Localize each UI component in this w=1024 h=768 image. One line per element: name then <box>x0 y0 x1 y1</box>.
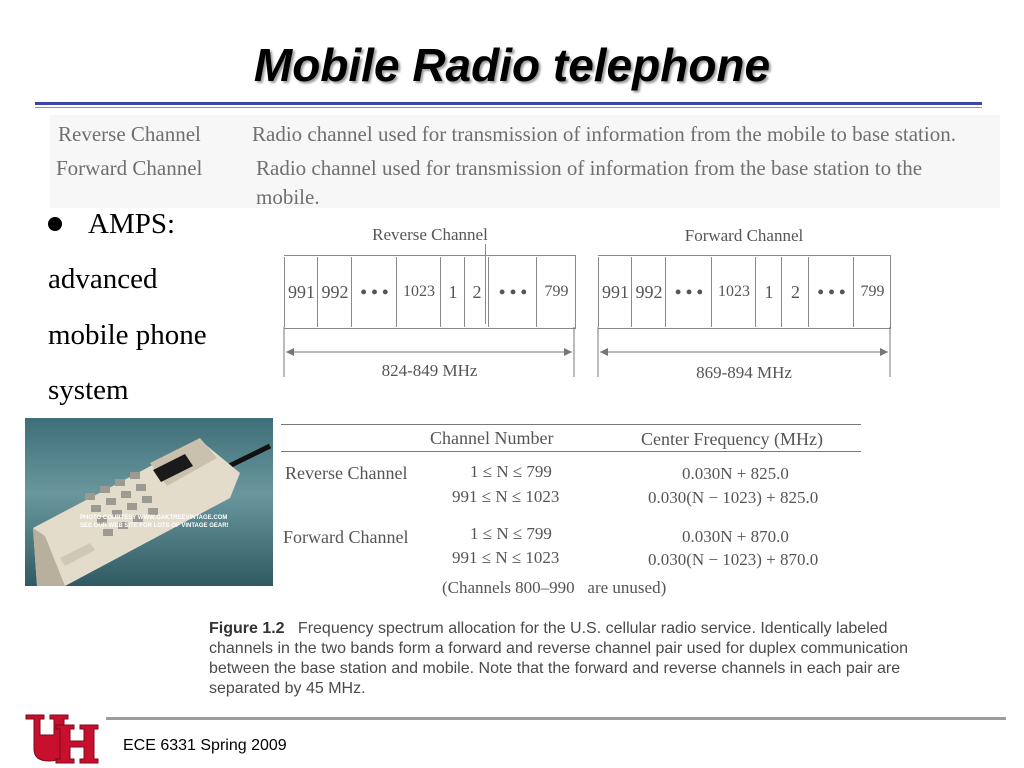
definition-text-forward-line1: Radio channel used for transmission of information from the base station to the <box>256 156 923 180</box>
phone-illustration <box>25 418 273 586</box>
reverse-band-range: 824-849 MHz <box>381 361 478 380</box>
definition-text-reverse: Radio channel used for transmission of information from the mobile to base station. <box>252 122 956 146</box>
forward-cell: 2 <box>781 257 809 327</box>
table-header-rule <box>281 451 861 452</box>
photo-credit-line2: SEE OUR WEB SITE FOR LOTS OF VINTAGE GEAR! <box>80 523 229 529</box>
figure-label: Figure 1.2 <box>209 620 285 637</box>
footer-rule <box>106 717 1006 720</box>
table-cell-channel: 1 ≤ N ≤ 799 <box>470 462 552 481</box>
forward-cell: 799 <box>853 257 891 327</box>
table-cell-frequency: 0.030N + 870.0 <box>682 527 789 546</box>
bullet-amps: AMPS: <box>88 208 176 240</box>
reverse-cell: 992 <box>317 257 352 327</box>
table-cell-frequency: 0.030(N − 1023) + 870.0 <box>648 550 819 569</box>
figure-caption-line2: channels in the two bands form a forward and reverse channel pair used for duplex communication <box>209 640 909 657</box>
definition-text-forward-line2: mobile. <box>256 185 320 209</box>
bullet-line-mobile-phone: mobile phone <box>48 319 207 351</box>
bullet-line-system: system <box>48 374 129 406</box>
table-cell-frequency: 0.030(N − 1023) + 825.0 <box>648 488 819 507</box>
reverse-cell: 1023 <box>396 257 441 327</box>
forward-cell: 992 <box>631 257 666 327</box>
table-row-name-forward: Forward Channel <box>283 527 409 547</box>
figure-caption-line3: between the base station and mobile. Note that the forward and reverse channels in each pair are <box>209 660 901 677</box>
table-header-center-frequency: Center Frequency (MHz) <box>641 429 823 449</box>
definition-term-forward: Forward Channel <box>56 156 203 180</box>
reverse-band-label: Reverse Channel <box>372 225 488 244</box>
forward-cell: 991 <box>598 257 632 327</box>
reverse-band-divider <box>485 244 486 324</box>
slide-title: Mobile Radio telephone <box>253 39 771 91</box>
reverse-cell-ellipsis: • • • <box>488 257 537 327</box>
table-top-rule <box>281 424 861 425</box>
figure-caption-line1 <box>209 619 888 639</box>
forward-band-range: 869-894 MHz <box>696 363 792 382</box>
forward-cell: 1 <box>755 257 782 327</box>
photo-credit-line1: PHOTO COURTESY WWW.OAKTREEVINTAGE.COM <box>80 515 228 521</box>
table-cell-channel: 991 ≤ N ≤ 1023 <box>452 487 560 506</box>
reverse-cell: 2 <box>464 257 489 327</box>
reverse-cell-ellipsis: • • • <box>351 257 397 327</box>
table-row-name-reverse: Reverse Channel <box>285 463 408 483</box>
forward-cell: 1023 <box>711 257 756 327</box>
table-cell-channel: 991 ≤ N ≤ 1023 <box>452 548 560 567</box>
title-underline <box>35 102 982 105</box>
table-header-channel-number: Channel Number <box>430 428 554 448</box>
table-cell-channel: 1 ≤ N ≤ 799 <box>470 524 552 543</box>
forward-band-label: Forward Channel <box>684 226 804 245</box>
bullet-icon <box>48 217 62 231</box>
forward-cell-ellipsis: • • • <box>808 257 854 327</box>
definition-term-reverse: Reverse Channel <box>58 122 201 146</box>
table-cell-frequency: 0.030N + 825.0 <box>682 464 789 483</box>
phone-photo <box>25 418 273 586</box>
reverse-cell: 991 <box>284 257 318 327</box>
table-note: (Channels 800–990 are unused) <box>442 578 667 597</box>
university-logo <box>24 713 104 768</box>
title-underline-thin <box>35 107 982 108</box>
bullet-line-advanced: advanced <box>48 263 158 295</box>
reverse-cell: 799 <box>536 257 576 327</box>
figure-caption-line4: separated by 45 MHz. <box>209 680 366 697</box>
reverse-cell: 1 <box>440 257 465 327</box>
figure-caption-text: Frequency spectrum allocation for the U.S. cellular radio service. Identically labeled <box>297 620 888 637</box>
footer-text: ECE 6331 Spring 2009 <box>123 737 287 754</box>
forward-cell-ellipsis: • • • <box>665 257 712 327</box>
